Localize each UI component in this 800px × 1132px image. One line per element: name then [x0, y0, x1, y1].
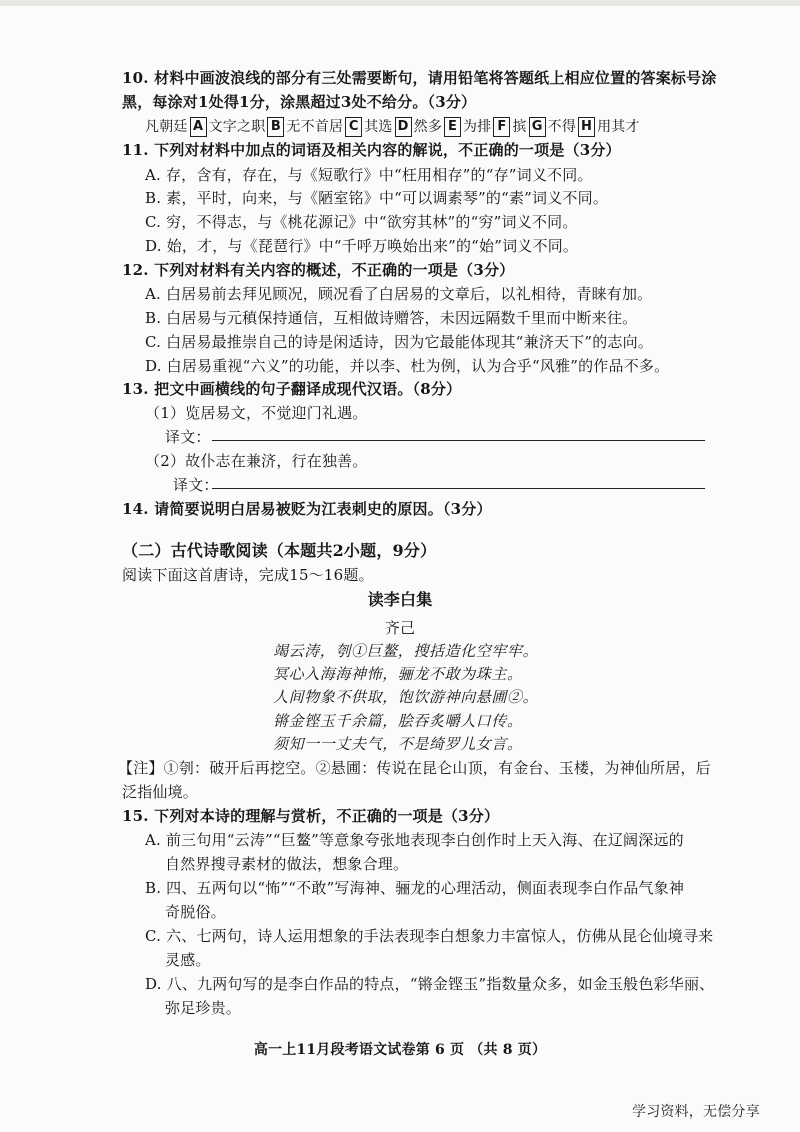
q10-answer-box: E	[444, 117, 461, 137]
q11-option-a: A. 存，含有，存在，与《短歌行》中“枉用相存”的“存”词义不同。	[145, 166, 593, 184]
q10-answer-box: H	[578, 117, 595, 137]
poem-line: 锵金铿玉千余篇，脍吞炙嚼人口传。	[273, 712, 523, 730]
q15-option-c-line2: 灵感。	[165, 951, 211, 969]
poem-line: 冥心入海海神怖，骊龙不敢为珠主。	[273, 665, 523, 683]
q10-answer-box: C	[345, 117, 362, 137]
q14-stem: 14. 请简要说明白居易被贬为江表刺史的原因。（3分）	[122, 500, 492, 518]
q12-option-d: D. 白居易重视“六义”的功能，并以李、杜为例，认为合乎“风雅”的作品不多。	[145, 357, 670, 375]
q10-segment: 文字之职	[208, 119, 266, 135]
q10-answer-box: D	[395, 117, 412, 137]
page-footer: 高一上11月段考语文试卷第 6 页 （共 8 页）	[253, 1042, 547, 1058]
poem-line: 人间物象不供取，饱饮游神向悬圃②。	[273, 688, 539, 706]
q13-answer-line-2	[212, 488, 705, 489]
q10-stem-line2: 黑，每涂对1处得1分，涂黑超过3处不给分。（3分）	[122, 93, 477, 111]
q12-option-c: C. 白居易最推崇自己的诗是闲适诗，因为它最能体现其“兼济天下”的志向。	[145, 333, 654, 351]
q12-stem: 12. 下列对材料有关内容的概述，不正确的一项是（3分）	[122, 261, 515, 279]
q11-option-d: D. 始，才，与《琵琶行》中“千呼万唤始出来”的“始”词义不同。	[145, 237, 579, 255]
q11-stem: 11. 下列对材料中加点的词语及相关内容的解说，不正确的一项是（3分）	[122, 141, 621, 159]
watermark-text: 学习资料，无偿分享	[632, 1104, 760, 1120]
q13-answer-label-2: 译文：	[173, 476, 219, 494]
q15-stem: 15. 下列对本诗的理解与赏析，不正确的一项是（3分）	[122, 807, 500, 825]
q13-answer-line-1	[212, 440, 705, 441]
q10-segment: 不得	[547, 119, 577, 135]
q10-punctuation-sentence	[145, 116, 640, 138]
q13-answer-label-1: 译文：	[165, 428, 211, 446]
q10-segment: 凡朝廷	[145, 119, 188, 135]
section-instruction: 阅读下面这首唐诗，完成15～16题。	[122, 566, 374, 584]
q10-segment: 用其才	[597, 119, 640, 135]
q10-answer-box: G	[529, 117, 546, 137]
poem-line: 竭云涛，刳①巨鳌，搜括造化空牢牢。	[273, 642, 539, 660]
q10-segment: 为排	[463, 119, 492, 135]
q15-option-b-line2: 奇脱俗。	[165, 903, 226, 921]
poem-author: 齐己	[384, 619, 416, 637]
q10-answer-box: A	[190, 117, 207, 137]
q11-option-b: B. 素，平时，向来，与《陋室铭》中“可以调素琴”的“素”词义不同。	[145, 189, 609, 207]
q12-option-a: A. 白居易前去拜见顾况，顾况看了白居易的文章后，以礼相待，青睐有加。	[145, 285, 653, 303]
q11-option-c: C. 穷，不得志，与《桃花源记》中“欲穷其林”的“穷”词义不同。	[145, 213, 578, 231]
q13-sentence-1: （1）览居易文，不觉迎门礼遇。	[145, 404, 368, 422]
poem-note-line2: 泛指仙境。	[122, 783, 199, 801]
section-heading: （二）古代诗歌阅读（本题共2小题，9分）	[122, 541, 437, 560]
q15-option-d-line1: D. 八、九两句写的是李白作品的特点，“锵金铿玉”指数量众多，如金玉般色彩华丽、	[145, 975, 715, 993]
poem-title: 读李白集	[367, 590, 433, 609]
q15-option-d-line2: 弥足珍贵。	[165, 999, 242, 1017]
q10-segment: 然多	[413, 119, 443, 135]
q15-option-b-line1: B. 四、五两句以“怖”“不敢”写海神、骊龙的心理活动，侧面表现李白作品气象神	[145, 879, 685, 897]
q13-stem: 13. 把文中画横线的句子翻译成现代汉语。（8分）	[122, 380, 462, 398]
q12-option-b: B. 白居易与元稹保持通信，互相做诗赠答，未因远隔数千里而中断来往。	[145, 309, 638, 327]
q10-answer-box: F	[493, 117, 510, 137]
q10-stem-line1: 10. 材料中画波浪线的部分有三处需要断句，请用铅笔将答题纸上相应位置的答案标号涂	[122, 69, 717, 87]
q10-segment: 其选	[364, 119, 393, 135]
poem-line: 须知一一丈夫气，不是绮罗儿女言。	[273, 735, 523, 753]
scan-edge	[0, 0, 800, 6]
q10-answer-box: B	[267, 117, 284, 137]
q10-segment: 摈	[512, 119, 527, 135]
q13-sentence-2: （2）故仆志在兼济，行在独善。	[145, 452, 368, 470]
q15-option-a-line2: 自然界搜寻素材的做法，想象合理。	[165, 855, 409, 873]
q10-segment: 无不首居	[286, 119, 344, 135]
q15-option-a-line1: A. 前三句用“云涛”“巨鳌”等意象夸张地表现李白创作时上天入海、在辽阔深远的	[145, 831, 684, 849]
poem-note-line1: 【注】①刳：破开后再挖空。②悬圃：传说在昆仑山顶，有金台、玉楼，为神仙所居，后	[118, 759, 711, 777]
q15-option-c-line1: C. 六、七两句，诗人运用想象的手法表现李白想象力丰富惊人，仿佛从昆仑仙境寻来	[145, 927, 714, 945]
